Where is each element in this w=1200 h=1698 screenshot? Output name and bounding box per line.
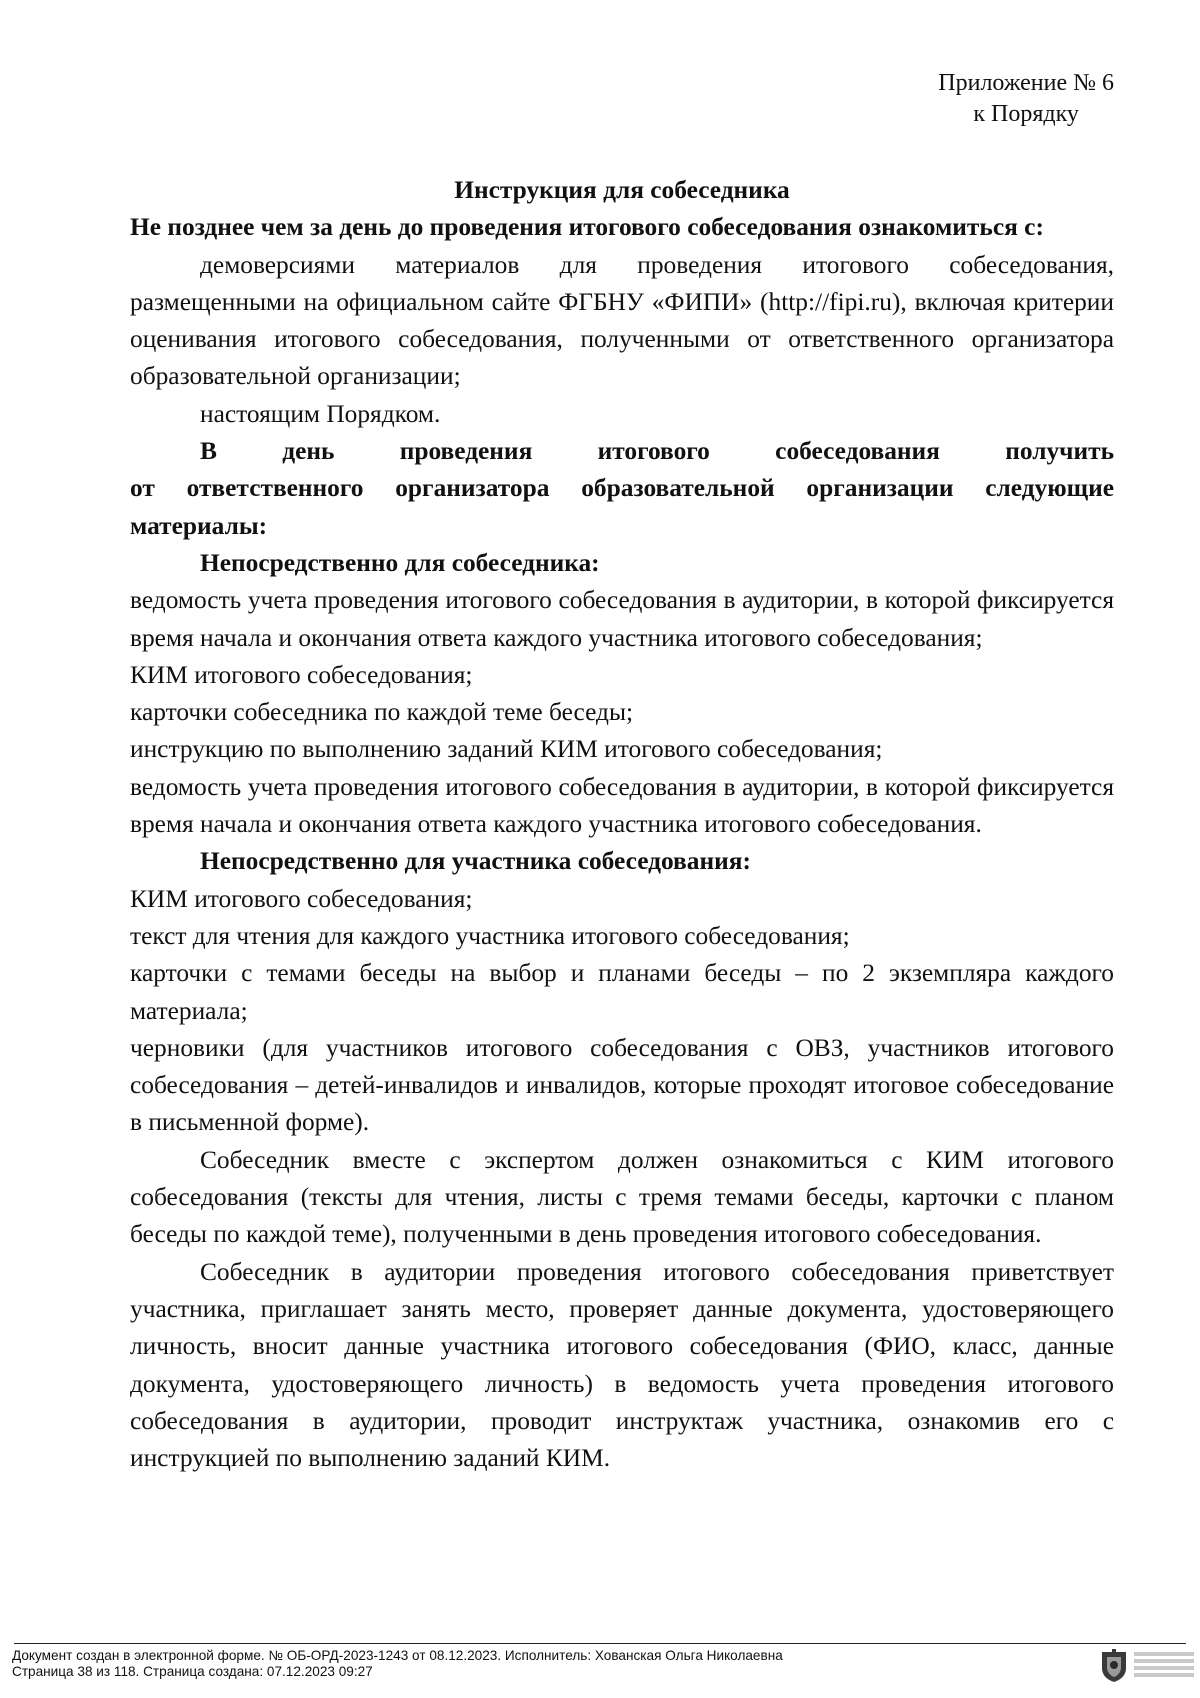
document-title: Инструкция для собеседника [454, 176, 790, 204]
appendix-line-1: Приложение № 6 [938, 70, 1114, 96]
list-item: инструкцию по выполнению заданий КИМ итогового собеседования; [130, 735, 883, 764]
paragraph-greets-participant: Собеседник в аудитории проведения итогового собеседования приветствует участника, приглашает занять место, проверяет данные документа, удостоверяющего личность, вносит данные участника итогового собеседования (ФИО, класс, данные документа, удостоверяющего личность) в ведомость учета проведения итогового собеседования в аудитории, проводит инструктаж участника, ознакомив его с инструкцией по выполнению заданий КИМ. [130, 1257, 1114, 1473]
government-seal [1098, 1646, 1194, 1688]
list-item: карточки собеседника по каждой теме беседы; [130, 698, 634, 727]
appendix-line-2: к Порядку [973, 101, 1079, 127]
coat-of-arms-icon [1098, 1648, 1130, 1684]
subheading-for-participant: Непосредственно для участника собеседования: [200, 847, 751, 876]
paragraph-demoversions: демоверсиями материалов для проведения итогового собеседования, размещенными на официальном сайте ФГБНУ «ФИПИ» (http://fipi.ru), включая критерии оценивания итогового собеседования, полученными от ответственного организатора образовательной организации; [130, 250, 1114, 391]
document-footer [12, 1648, 783, 1680]
list-item: текст для чтения для каждого участника итогового собеседования; [130, 921, 850, 950]
list-item: карточки с темами беседы на выбор и планами беседы – по 2 экземпляра каждого материала; [130, 959, 1114, 1025]
paragraph-review-kim: Собеседник вместе с экспертом должен ознакомиться с КИМ итогового собеседования (тексты для чтения, листы с тремя темами беседы, карточки с планом беседы по каждой теме), полученными в день проведения итогового собеседования. [130, 1145, 1114, 1249]
paragraph-heading-on-day: В день проведения итогового собеседования получить [200, 437, 1114, 466]
list-item: ведомость учета проведения итогового собеседования в аудитории, в которой фиксируется время начала и окончания ответа каждого участника итогового собеседования. [130, 772, 1114, 839]
paragraph-heading-before-day: Не позднее чем за день до проведения итогового собеседования ознакомиться с: [130, 213, 1044, 242]
subheading-for-interlocutor: Непосредственно для собеседника: [200, 548, 600, 577]
paragraph-this-order: настоящим Порядком. [200, 399, 441, 428]
paragraph-heading-materials: от ответственного организатора образовательной организации следующие материалы: [130, 474, 1114, 540]
appendix-reference [938, 68, 1114, 130]
list-item: КИМ итогового собеседования; [130, 884, 473, 913]
document-body [130, 172, 1114, 1477]
list-item: черновики (для участников итогового собеседования с ОВЗ, участников итогового собеседования – детей-инвалидов и инвалидов, которые проходят итоговое собеседование в письменной форме). [130, 1033, 1114, 1137]
footer-divider [14, 1643, 1186, 1644]
list-item: КИМ итогового собеседования; [130, 660, 473, 689]
seal-lettering [1134, 1649, 1194, 1683]
footer-page-info: Страница 38 из 118. Страница создана: 07.12.2023 09:27 [12, 1664, 373, 1679]
footer-document-info: Документ создан в электронной форме. № ОБ-ОРД-2023-1243 от 08.12.2023. Исполнитель: Хованская Ольга Николаевна [12, 1648, 783, 1663]
list-item: ведомость учета проведения итогового собеседования в аудитории, в которой фиксируется время начала и окончания ответа каждого участника итогового собеседования; [130, 586, 1114, 652]
